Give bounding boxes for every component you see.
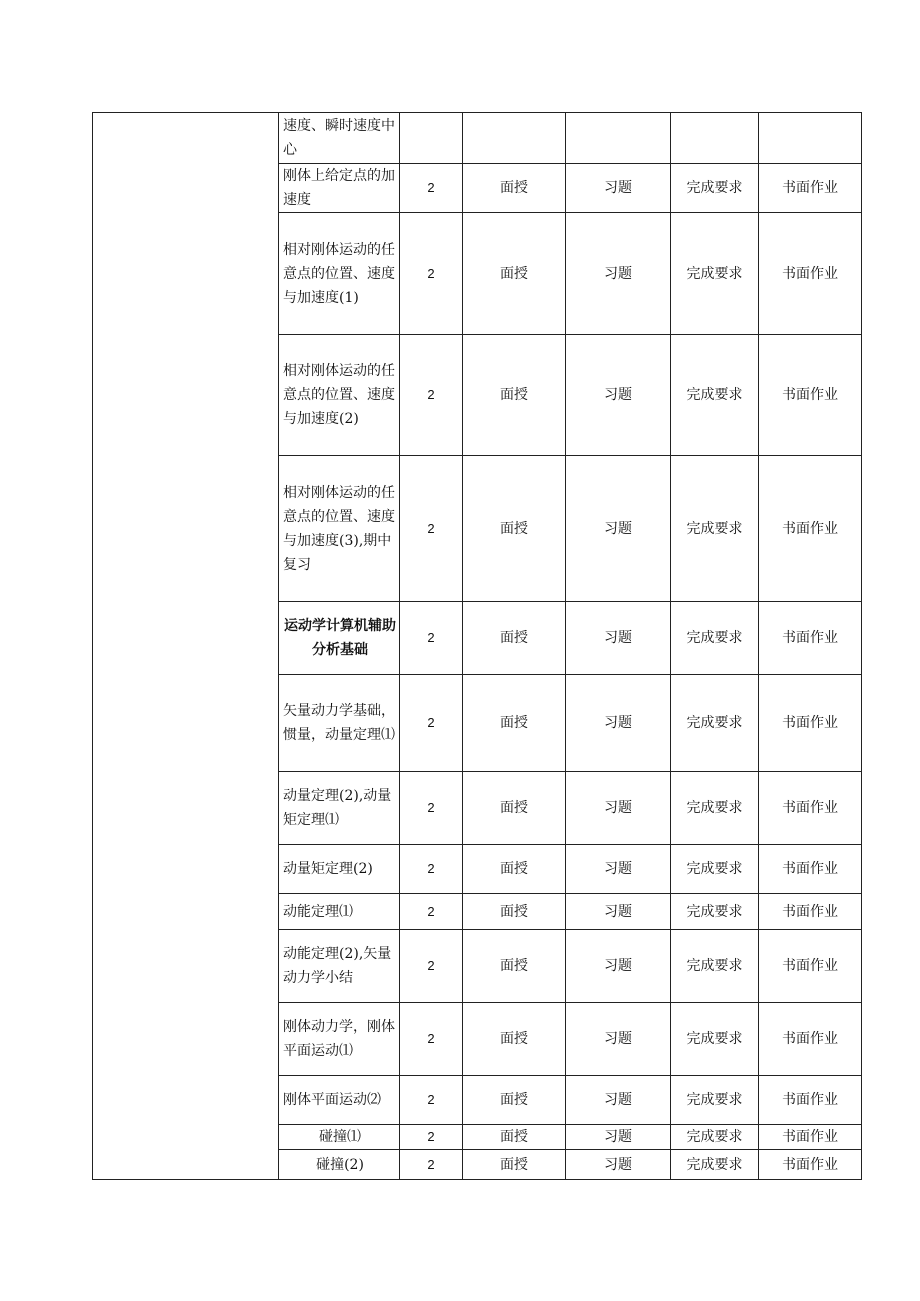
homework-cell: 书面作业 [759, 894, 862, 930]
teaching-method-cell: 面授 [463, 675, 566, 772]
homework-cell: 书面作业 [759, 456, 862, 602]
requirement-cell: 完成要求 [671, 213, 759, 335]
teaching-method-cell: 面授 [463, 1003, 566, 1076]
topic-cell: 动能定理⑴ [279, 894, 400, 930]
exercise-cell: 习题 [566, 930, 671, 1003]
requirement-cell: 完成要求 [671, 845, 759, 894]
exercise-cell: 习题 [566, 894, 671, 930]
exercise-cell: 习题 [566, 164, 671, 213]
teaching-method-cell: 面授 [463, 602, 566, 675]
exercise-cell [566, 113, 671, 164]
exercise-cell: 习题 [566, 1003, 671, 1076]
teaching-method-cell [463, 113, 566, 164]
hours-cell: 2 [400, 1076, 463, 1125]
exercise-cell: 习题 [566, 1150, 671, 1180]
exercise-cell: 习题 [566, 456, 671, 602]
exercise-cell: 习题 [566, 1125, 671, 1150]
homework-cell: 书面作业 [759, 602, 862, 675]
topic-cell: 碰撞⑴ [279, 1125, 400, 1150]
homework-cell: 书面作业 [759, 1150, 862, 1180]
hours-cell: 2 [400, 1150, 463, 1180]
exercise-cell: 习题 [566, 845, 671, 894]
topic-cell: 相对刚体运动的任意点的位置、速度与加速度(1) [279, 213, 400, 335]
homework-cell: 书面作业 [759, 164, 862, 213]
homework-cell: 书面作业 [759, 845, 862, 894]
requirement-cell: 完成要求 [671, 1003, 759, 1076]
requirement-cell: 完成要求 [671, 1125, 759, 1150]
topic-cell: 碰撞(2) [279, 1150, 400, 1180]
hours-cell: 2 [400, 164, 463, 213]
hours-cell: 2 [400, 213, 463, 335]
teaching-method-cell: 面授 [463, 1076, 566, 1125]
requirement-cell: 完成要求 [671, 894, 759, 930]
exercise-cell: 习题 [566, 602, 671, 675]
teaching-method-cell: 面授 [463, 1125, 566, 1150]
course-schedule-sheet [92, 112, 861, 1174]
homework-cell: 书面作业 [759, 335, 862, 456]
topic-cell: 速度、瞬时速度中心 [279, 113, 400, 164]
hours-cell: 2 [400, 894, 463, 930]
course-schedule-table [92, 112, 862, 1180]
homework-cell [759, 113, 862, 164]
requirement-cell: 完成要求 [671, 164, 759, 213]
teaching-method-cell: 面授 [463, 1150, 566, 1180]
teaching-method-cell: 面授 [463, 456, 566, 602]
topic-cell: 刚体上给定点的加速度 [279, 164, 400, 213]
hours-cell: 2 [400, 1125, 463, 1150]
requirement-cell: 完成要求 [671, 1076, 759, 1125]
hours-cell: 2 [400, 456, 463, 602]
hours-cell [400, 113, 463, 164]
hours-cell: 2 [400, 845, 463, 894]
exercise-cell: 习题 [566, 335, 671, 456]
exercise-cell: 习题 [566, 213, 671, 335]
topic-cell: 动量定理(2),动量矩定理⑴ [279, 772, 400, 845]
homework-cell: 书面作业 [759, 1125, 862, 1150]
requirement-cell: 完成要求 [671, 930, 759, 1003]
homework-cell: 书面作业 [759, 1076, 862, 1125]
homework-cell: 书面作业 [759, 930, 862, 1003]
topic-cell: 矢量动力学基础，惯量，动量定理⑴ [279, 675, 400, 772]
teaching-method-cell: 面授 [463, 894, 566, 930]
requirement-cell: 完成要求 [671, 602, 759, 675]
topic-cell: 相对刚体运动的任意点的位置、速度与加速度(2) [279, 335, 400, 456]
hours-cell: 2 [400, 772, 463, 845]
exercise-cell: 习题 [566, 675, 671, 772]
teaching-method-cell: 面授 [463, 772, 566, 845]
teaching-method-cell: 面授 [463, 845, 566, 894]
homework-cell: 书面作业 [759, 1003, 862, 1076]
topic-cell: 刚体平面运动⑵ [279, 1076, 400, 1125]
teaching-method-cell: 面授 [463, 213, 566, 335]
requirement-cell: 完成要求 [671, 772, 759, 845]
topic-cell: 运动学计算机辅助分析基础 [279, 602, 400, 675]
topic-cell: 相对刚体运动的任意点的位置、速度与加速度(3),期中复习 [279, 456, 400, 602]
exercise-cell: 习题 [566, 772, 671, 845]
topic-cell: 刚体动力学，刚体平面运动⑴ [279, 1003, 400, 1076]
requirement-cell: 完成要求 [671, 456, 759, 602]
homework-cell: 书面作业 [759, 213, 862, 335]
hours-cell: 2 [400, 1003, 463, 1076]
hours-cell: 2 [400, 602, 463, 675]
teaching-method-cell: 面授 [463, 335, 566, 456]
hours-cell: 2 [400, 930, 463, 1003]
hours-cell: 2 [400, 335, 463, 456]
requirement-cell: 完成要求 [671, 675, 759, 772]
week-column-cell [93, 113, 279, 1180]
topic-cell: 动量矩定理(2) [279, 845, 400, 894]
topic-cell: 动能定理(2),矢量动力学小结 [279, 930, 400, 1003]
teaching-method-cell: 面授 [463, 164, 566, 213]
requirement-cell [671, 113, 759, 164]
hours-cell: 2 [400, 675, 463, 772]
table-row [93, 113, 862, 164]
exercise-cell: 习题 [566, 1076, 671, 1125]
teaching-method-cell: 面授 [463, 930, 566, 1003]
requirement-cell: 完成要求 [671, 335, 759, 456]
requirement-cell: 完成要求 [671, 1150, 759, 1180]
homework-cell: 书面作业 [759, 675, 862, 772]
homework-cell: 书面作业 [759, 772, 862, 845]
